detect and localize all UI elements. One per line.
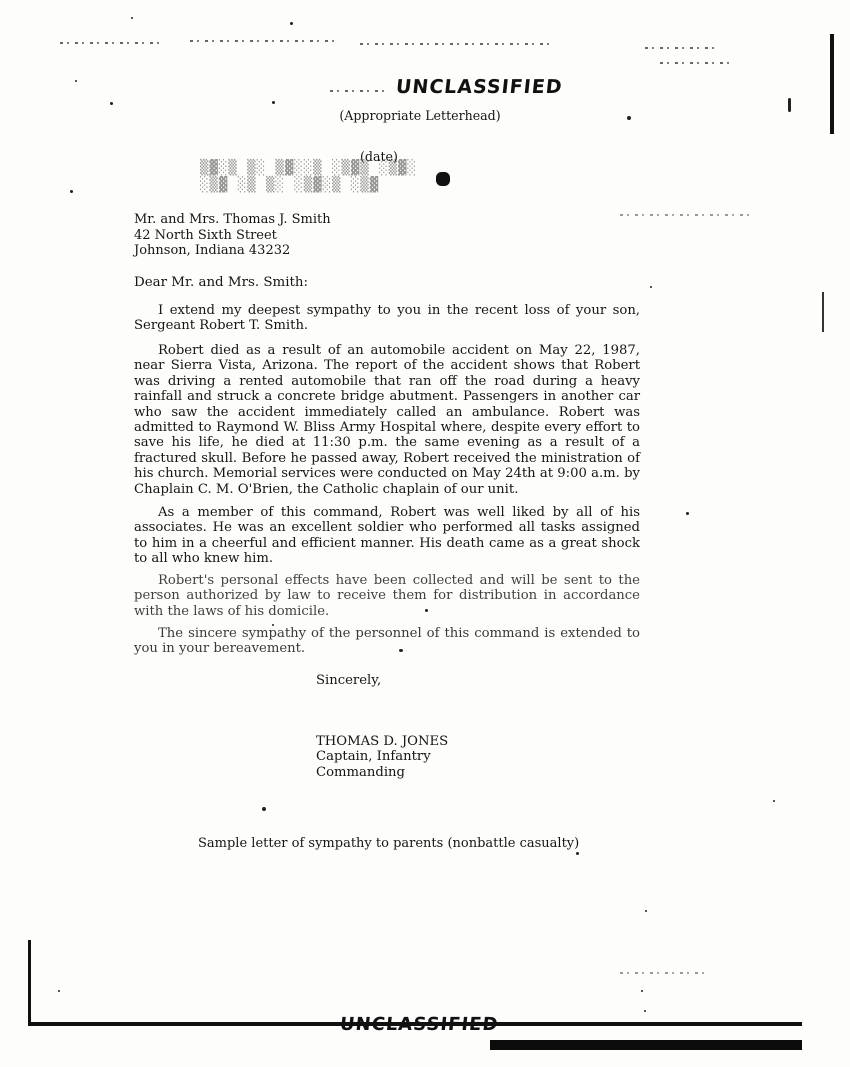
scan-garble: ▒▓░▒ ▒░ ▒▓░░▒ ░▒▓▒ ░▒▓░ ░▒▓ ░▒ ▒░ ░▒▓░▒ ░▒▓ bbox=[200, 160, 417, 193]
classification-stamp-top: UNCLASSIFIED bbox=[394, 76, 564, 98]
scan-speck bbox=[644, 1010, 646, 1012]
salutation: Dear Mr. and Mrs. Smith: bbox=[134, 275, 309, 290]
scan-speck bbox=[627, 116, 631, 120]
signature-block bbox=[316, 734, 448, 780]
scan-speck bbox=[686, 512, 689, 515]
scan-noise bbox=[190, 40, 340, 42]
paragraph-text: The sincere sympathy of the personnel of this command is extended to you in your bereavement. bbox=[134, 626, 640, 657]
paragraph-text: Robert's personal effects have been collected and will be sent to the person authorized by law to receive them for distribution in accordance with the laws of his domicile. bbox=[134, 573, 640, 619]
body-paragraph-4 bbox=[134, 573, 640, 619]
recipient-name: Mr. and Mrs. Thomas J. Smith bbox=[134, 212, 331, 227]
scan-noise bbox=[330, 90, 390, 92]
recipient-street: 42 North Sixth Street bbox=[134, 227, 277, 243]
paragraph-text: I extend my deepest sympathy to you in the recent loss of your son, Sergeant Robert T. Smith. bbox=[134, 303, 640, 334]
classification-stamp-bottom: UNCLASSIFIED bbox=[338, 1014, 500, 1035]
figure-caption: Sample letter of sympathy to parents (nonbattle casualty) bbox=[198, 836, 580, 851]
body-paragraph-3 bbox=[134, 505, 640, 567]
scan-speck bbox=[788, 98, 791, 112]
scan-speck bbox=[645, 910, 647, 912]
paragraph-text: As a member of this command, Robert was well liked by all of his associates. He was an excellent soldier who performed all tasks assigned to him in a cheerful and efficient manner. His death came as a great shock to all who knew him. bbox=[134, 505, 640, 567]
letterhead-placeholder: (Appropriate Letterhead) bbox=[339, 108, 501, 123]
scan-speck bbox=[272, 101, 275, 104]
signer-rank: Captain, Infantry bbox=[316, 749, 431, 765]
scan-speck bbox=[290, 22, 293, 25]
scan-edge-right bbox=[822, 292, 824, 332]
scan-noise bbox=[620, 972, 710, 974]
scan-noise bbox=[60, 42, 160, 44]
closing: Sincerely, bbox=[316, 673, 382, 688]
scan-noise bbox=[360, 43, 550, 45]
body-paragraph-1 bbox=[134, 303, 640, 334]
scan-speck bbox=[773, 800, 775, 802]
signer-name: THOMAS D. JONES bbox=[316, 734, 449, 749]
scan-speck bbox=[58, 990, 60, 992]
scan-speck bbox=[576, 852, 579, 855]
scan-edge-right bbox=[830, 34, 834, 134]
recipient-city: Johnson, Indiana 43232 bbox=[134, 243, 291, 258]
scan-speck bbox=[262, 807, 266, 811]
scan-speck bbox=[641, 990, 643, 992]
scan-speck bbox=[70, 190, 73, 193]
scan-speck bbox=[110, 102, 113, 105]
scan-noise bbox=[620, 214, 750, 216]
scan-speck bbox=[131, 17, 133, 19]
scan-speck bbox=[75, 80, 77, 82]
paragraph-text: Robert died as a result of an automobile accident on May 22, 1987, near Sierra Vista, Arizona. The report of the accident shows that Robert was driving a rented automobile that ran off the road during a heavy rainfall and struck a concrete bridge abutment. Passengers in another car who saw the accident immediately called an ambulance. Robert was admitted to Raymond W. Bliss Army Hospital where, despite every effort to save his life, he died at 11:30 p.m. the same evening as a result of a fractured skull. Before he passed away, Robert received the ministration of his church. Memorial services were conducted on May 24th at 9:00 a.m. by Chaplain C. M. O'Brien, the Catholic chaplain of our unit. bbox=[134, 343, 640, 497]
scan-noise bbox=[645, 47, 715, 49]
scan-edge-left bbox=[28, 940, 31, 1024]
scan-noise bbox=[660, 62, 735, 64]
scan-speck bbox=[650, 286, 652, 288]
date-placeholder: (date) bbox=[360, 149, 398, 164]
body-paragraph-5 bbox=[134, 626, 640, 657]
body-paragraph-2 bbox=[134, 343, 640, 497]
recipient-address bbox=[134, 212, 331, 259]
scan-edge-bottom bbox=[490, 1040, 802, 1050]
signer-title: Commanding bbox=[316, 764, 405, 780]
